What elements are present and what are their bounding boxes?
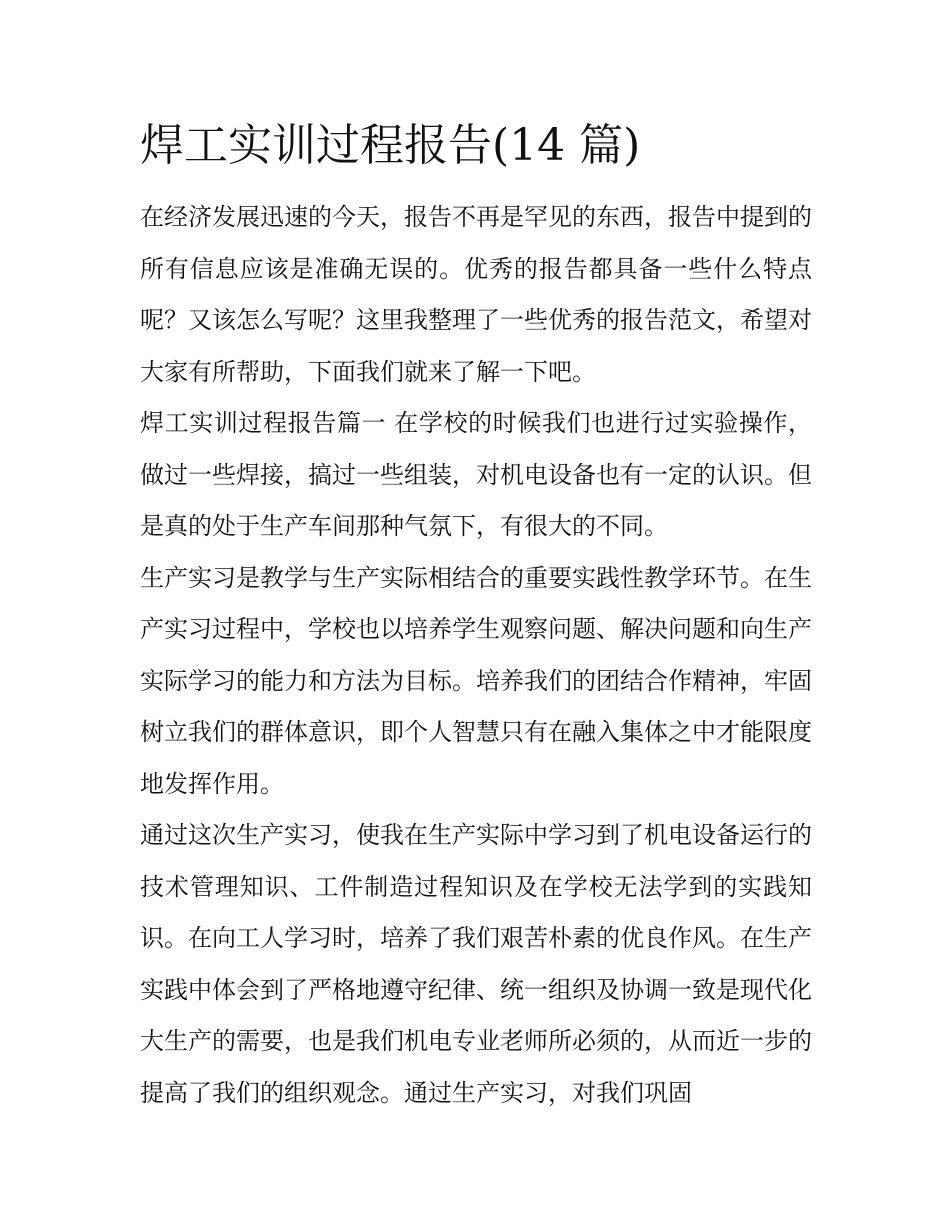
paragraph-internship-purpose: 生产实习是教学与生产实际相结合的重要实践性教学环节。在生产实习过程中，学校也以培养学生观察问题、解决问题和向生产实际学习的能力和方法为目标。培养我们的团结合作精神，牢固树立我们的群体意识，即个人智慧只有在融入集体之中才能限度地发挥作用。	[140, 563, 812, 798]
document-body	[140, 112, 812, 1119]
paragraph-part-one: 焊工实训过程报告篇一 在学校的时候我们也进行过实验操作，做过一些焊接，搞过一些组装，对机电设备也有一定的认识。但是真的处于生产车间那种气氛下，有很大的不同。	[140, 409, 812, 540]
paragraph-intro: 在经济发展迅速的今天，报告不再是罕见的东西，报告中提到的所有信息应该是准确无误的。优秀的报告都具备一些什么特点呢？又该怎么写呢？这里我整理了一些优秀的报告范文，希望对大家有所帮助，下面我们就来了解一下吧。	[140, 203, 812, 386]
document-title: 焊工实训过程报告(14 篇)	[140, 120, 641, 171]
paragraph-internship-gains: 通过这次生产实习，使我在生产实际中学习到了机电设备运行的技术管理知识、工件制造过程知识及在学校无法学到的实践知识。在向工人学习时，培养了我们艰苦朴素的优良作风。在生产实践中体会到了严格地遵守纪律、统一组织及协调一致是现代化大生产的需要，也是我们机电专业老师所必须的，从而近一步的提高了我们的组织观念。通过生产实习，对我们巩固	[140, 821, 812, 1107]
